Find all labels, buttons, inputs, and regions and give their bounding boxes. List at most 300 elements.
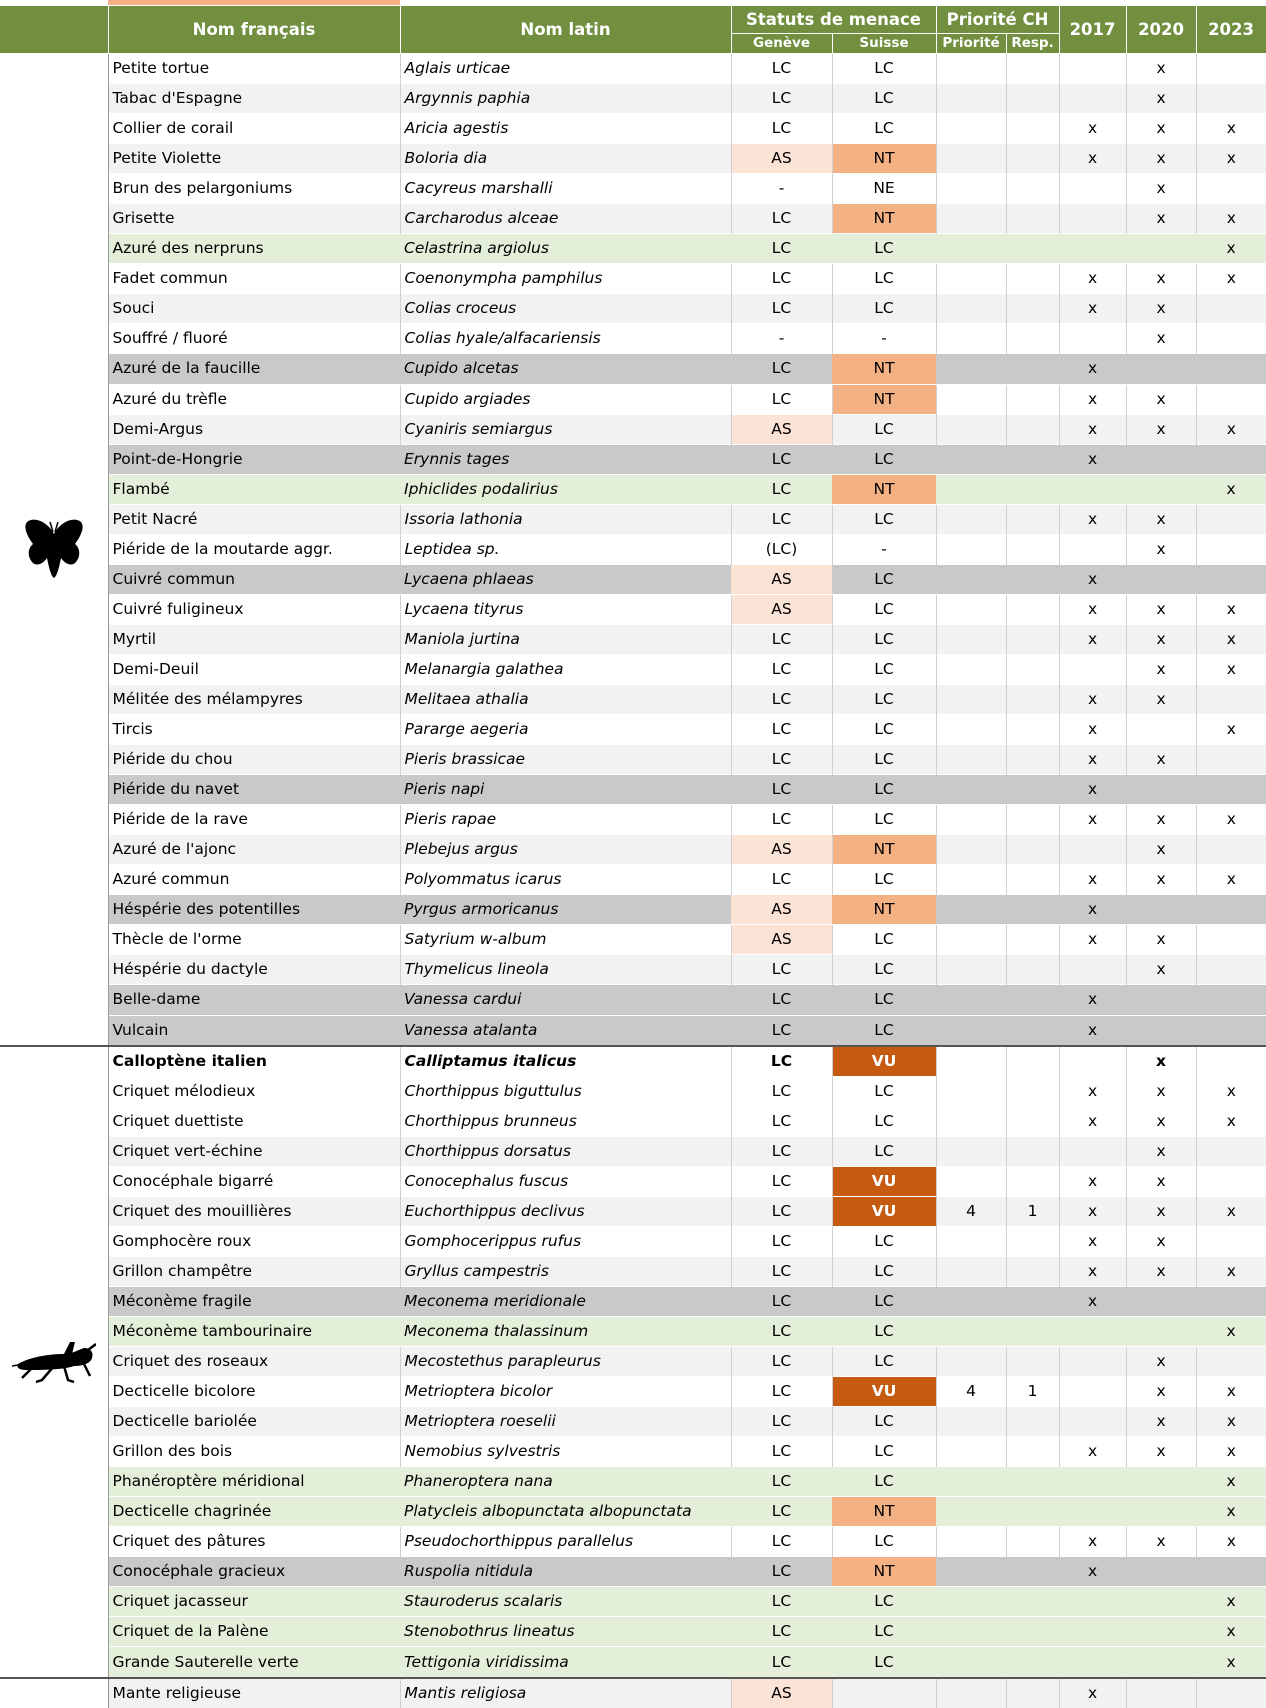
responsibility-ch bbox=[1006, 745, 1059, 775]
responsibility-ch bbox=[1006, 144, 1059, 174]
priority-ch bbox=[936, 1256, 1006, 1286]
status-geneva: LC bbox=[731, 1407, 832, 1437]
obs-2017: x bbox=[1059, 294, 1126, 324]
table-row bbox=[0, 1136, 1266, 1166]
french-name: Azuré des nerpruns bbox=[108, 234, 400, 264]
obs-2020 bbox=[1126, 1617, 1196, 1647]
table-row bbox=[0, 444, 1266, 474]
species-table bbox=[0, 5, 1266, 1708]
obs-2020: x bbox=[1126, 1166, 1196, 1196]
responsibility-ch bbox=[1006, 1256, 1059, 1286]
obs-2023: x bbox=[1196, 144, 1266, 174]
priority-ch bbox=[936, 1046, 1006, 1077]
status-geneva: AS bbox=[731, 835, 832, 865]
obs-2023: x bbox=[1196, 204, 1266, 234]
status-switzerland: LC bbox=[832, 1437, 936, 1467]
french-name: Héspérie du dactyle bbox=[108, 955, 400, 985]
latin-name: Cyaniris semiargus bbox=[400, 414, 731, 444]
responsibility-ch bbox=[1006, 1497, 1059, 1527]
status-geneva: AS bbox=[731, 895, 832, 925]
status-geneva: LC bbox=[731, 1647, 832, 1678]
latin-name: Metrioptera bicolor bbox=[400, 1377, 731, 1407]
table-row bbox=[0, 594, 1266, 624]
obs-2020 bbox=[1126, 1467, 1196, 1497]
obs-2023: x bbox=[1196, 1106, 1266, 1136]
latin-name: Pieris napi bbox=[400, 775, 731, 805]
status-geneva: AS bbox=[731, 564, 832, 594]
priority-ch bbox=[936, 715, 1006, 745]
french-name: Cuivré fuligineux bbox=[108, 594, 400, 624]
table-row bbox=[0, 1316, 1266, 1346]
table-row bbox=[0, 715, 1266, 745]
obs-2020: x bbox=[1126, 324, 1196, 354]
latin-name: Aricia agestis bbox=[400, 114, 731, 144]
obs-2020: x bbox=[1126, 1377, 1196, 1407]
status-switzerland: NT bbox=[832, 204, 936, 234]
french-name: Azuré de l'ajonc bbox=[108, 835, 400, 865]
status-switzerland: LC bbox=[832, 84, 936, 114]
table-row bbox=[0, 384, 1266, 414]
priority-ch bbox=[936, 174, 1006, 204]
obs-2020: x bbox=[1126, 835, 1196, 865]
priority-ch bbox=[936, 955, 1006, 985]
table-row bbox=[0, 895, 1266, 925]
status-switzerland: LC bbox=[832, 1617, 936, 1647]
obs-2017 bbox=[1059, 474, 1126, 504]
obs-2020: x bbox=[1126, 925, 1196, 955]
responsibility-ch bbox=[1006, 414, 1059, 444]
table-row bbox=[0, 174, 1266, 204]
responsibility-ch bbox=[1006, 294, 1059, 324]
french-name: Mante religieuse bbox=[108, 1678, 400, 1708]
french-name: Vulcain bbox=[108, 1015, 400, 1046]
latin-name: Ruspolia nitidula bbox=[400, 1557, 731, 1587]
obs-2017: x bbox=[1059, 985, 1126, 1015]
obs-2017 bbox=[1059, 204, 1126, 234]
table-row bbox=[0, 1196, 1266, 1226]
obs-2020: x bbox=[1126, 144, 1196, 174]
obs-2017: x bbox=[1059, 1106, 1126, 1136]
responsibility-ch bbox=[1006, 474, 1059, 504]
latin-name: Maniola jurtina bbox=[400, 624, 731, 654]
table-row bbox=[0, 925, 1266, 955]
obs-2017 bbox=[1059, 1647, 1126, 1678]
french-name: Petite Violette bbox=[108, 144, 400, 174]
status-switzerland: LC bbox=[832, 805, 936, 835]
table-row bbox=[0, 1467, 1266, 1497]
obs-2017: x bbox=[1059, 354, 1126, 384]
responsibility-ch bbox=[1006, 324, 1059, 354]
obs-2020: x bbox=[1126, 1076, 1196, 1106]
status-switzerland: LC bbox=[832, 594, 936, 624]
status-geneva: LC bbox=[731, 54, 832, 84]
obs-2023 bbox=[1196, 775, 1266, 805]
latin-name: Meconema thalassinum bbox=[400, 1316, 731, 1346]
obs-2017 bbox=[1059, 1316, 1126, 1346]
french-name: Conocéphale gracieux bbox=[108, 1557, 400, 1587]
obs-2020: x bbox=[1126, 1226, 1196, 1256]
obs-2020: x bbox=[1126, 1136, 1196, 1166]
responsibility-ch bbox=[1006, 1286, 1059, 1316]
responsibility-ch bbox=[1006, 264, 1059, 294]
responsibility-ch bbox=[1006, 1226, 1059, 1256]
header-threat-status: Statuts de menace bbox=[731, 6, 936, 34]
french-name: Fadet commun bbox=[108, 264, 400, 294]
header-switzerland: Suisse bbox=[832, 34, 936, 54]
table-row bbox=[0, 1226, 1266, 1256]
header-year-2020: 2020 bbox=[1126, 6, 1196, 54]
header-priority-ch: Priorité CH bbox=[936, 6, 1059, 34]
table-row bbox=[0, 234, 1266, 264]
priority-ch bbox=[936, 504, 1006, 534]
priority-ch bbox=[936, 925, 1006, 955]
obs-2020 bbox=[1126, 775, 1196, 805]
status-switzerland: VU bbox=[832, 1046, 936, 1077]
obs-2023 bbox=[1196, 835, 1266, 865]
latin-name: Lycaena phlaeas bbox=[400, 564, 731, 594]
obs-2023: x bbox=[1196, 594, 1266, 624]
french-name: Criquet mélodieux bbox=[108, 1076, 400, 1106]
responsibility-ch bbox=[1006, 1347, 1059, 1377]
french-name: Gomphocère roux bbox=[108, 1226, 400, 1256]
status-switzerland: LC bbox=[832, 564, 936, 594]
status-switzerland: LC bbox=[832, 504, 936, 534]
latin-name: Stauroderus scalaris bbox=[400, 1587, 731, 1617]
obs-2023: x bbox=[1196, 624, 1266, 654]
status-switzerland: LC bbox=[832, 1136, 936, 1166]
obs-2020: x bbox=[1126, 1527, 1196, 1557]
obs-2020: x bbox=[1126, 1256, 1196, 1286]
table-row bbox=[0, 474, 1266, 504]
group-icon-cell bbox=[0, 1678, 108, 1708]
responsibility-ch bbox=[1006, 1678, 1059, 1708]
responsibility-ch bbox=[1006, 775, 1059, 805]
status-geneva: LC bbox=[731, 775, 832, 805]
french-name: Azuré commun bbox=[108, 865, 400, 895]
obs-2020: x bbox=[1126, 294, 1196, 324]
obs-2020 bbox=[1126, 1497, 1196, 1527]
french-name: Demi-Deuil bbox=[108, 654, 400, 684]
obs-2017 bbox=[1059, 54, 1126, 84]
french-name: Grillon champêtre bbox=[108, 1256, 400, 1286]
obs-2020: x bbox=[1126, 745, 1196, 775]
priority-ch bbox=[936, 1076, 1006, 1106]
status-switzerland: LC bbox=[832, 1226, 936, 1256]
latin-name: Melitaea athalia bbox=[400, 684, 731, 714]
header-priority: Priorité bbox=[936, 34, 1006, 54]
priority-ch bbox=[936, 654, 1006, 684]
responsibility-ch bbox=[1006, 444, 1059, 474]
status-switzerland: NE bbox=[832, 174, 936, 204]
status-geneva: LC bbox=[731, 715, 832, 745]
obs-2017 bbox=[1059, 1046, 1126, 1077]
status-geneva: LC bbox=[731, 1527, 832, 1557]
status-switzerland: LC bbox=[832, 114, 936, 144]
status-geneva: LC bbox=[731, 624, 832, 654]
french-name: Criquet des mouillières bbox=[108, 1196, 400, 1226]
obs-2023 bbox=[1196, 1286, 1266, 1316]
status-switzerland: LC bbox=[832, 294, 936, 324]
priority-ch bbox=[936, 1647, 1006, 1678]
obs-2017: x bbox=[1059, 1226, 1126, 1256]
status-switzerland: LC bbox=[832, 745, 936, 775]
header-icon-column bbox=[0, 6, 108, 54]
priority-ch bbox=[936, 384, 1006, 414]
latin-name: Melanargia galathea bbox=[400, 654, 731, 684]
status-geneva: LC bbox=[731, 1136, 832, 1166]
status-switzerland: LC bbox=[832, 1407, 936, 1437]
table-row bbox=[0, 144, 1266, 174]
status-geneva: LC bbox=[731, 234, 832, 264]
responsibility-ch bbox=[1006, 84, 1059, 114]
status-switzerland: NT bbox=[832, 384, 936, 414]
french-name: Grillon des bois bbox=[108, 1437, 400, 1467]
status-switzerland: LC bbox=[832, 1286, 936, 1316]
group-icon-cell bbox=[0, 1046, 108, 1678]
obs-2017: x bbox=[1059, 715, 1126, 745]
french-name: Criquet vert-échine bbox=[108, 1136, 400, 1166]
table-row bbox=[0, 564, 1266, 594]
obs-2020: x bbox=[1126, 114, 1196, 144]
group-icon-cell bbox=[0, 54, 108, 1046]
obs-2017: x bbox=[1059, 1527, 1126, 1557]
obs-2017 bbox=[1059, 1497, 1126, 1527]
table-row bbox=[0, 775, 1266, 805]
obs-2017: x bbox=[1059, 895, 1126, 925]
obs-2023 bbox=[1196, 84, 1266, 114]
obs-2023 bbox=[1196, 444, 1266, 474]
status-geneva: LC bbox=[731, 1316, 832, 1346]
responsibility-ch bbox=[1006, 1046, 1059, 1077]
status-geneva: AS bbox=[731, 144, 832, 174]
responsibility-ch bbox=[1006, 925, 1059, 955]
obs-2017: x bbox=[1059, 775, 1126, 805]
status-geneva: LC bbox=[731, 1076, 832, 1106]
status-switzerland: LC bbox=[832, 1015, 936, 1046]
status-geneva: LC bbox=[731, 384, 832, 414]
french-name: Tabac d'Espagne bbox=[108, 84, 400, 114]
status-switzerland: NT bbox=[832, 835, 936, 865]
status-geneva: LC bbox=[731, 1557, 832, 1587]
priority-ch bbox=[936, 204, 1006, 234]
obs-2020 bbox=[1126, 1286, 1196, 1316]
table-row bbox=[0, 1437, 1266, 1467]
french-name: Piéride du chou bbox=[108, 745, 400, 775]
obs-2020 bbox=[1126, 1015, 1196, 1046]
obs-2017 bbox=[1059, 654, 1126, 684]
obs-2020 bbox=[1126, 1587, 1196, 1617]
status-switzerland bbox=[832, 1678, 936, 1708]
latin-name: Argynnis paphia bbox=[400, 84, 731, 114]
status-switzerland: - bbox=[832, 534, 936, 564]
latin-name: Polyommatus icarus bbox=[400, 865, 731, 895]
obs-2023: x bbox=[1196, 865, 1266, 895]
status-switzerland: NT bbox=[832, 144, 936, 174]
french-name: Souffré / fluoré bbox=[108, 324, 400, 354]
status-switzerland: LC bbox=[832, 1316, 936, 1346]
table-row bbox=[0, 504, 1266, 534]
status-switzerland: LC bbox=[832, 715, 936, 745]
responsibility-ch bbox=[1006, 1557, 1059, 1587]
obs-2023 bbox=[1196, 54, 1266, 84]
status-geneva: LC bbox=[731, 1377, 832, 1407]
obs-2017 bbox=[1059, 234, 1126, 264]
obs-2017: x bbox=[1059, 1557, 1126, 1587]
responsibility-ch bbox=[1006, 805, 1059, 835]
table-row bbox=[0, 1076, 1266, 1106]
table-row bbox=[0, 1015, 1266, 1046]
french-name: Point-de-Hongrie bbox=[108, 444, 400, 474]
status-switzerland: LC bbox=[832, 1527, 936, 1557]
latin-name: Erynnis tages bbox=[400, 444, 731, 474]
latin-name: Pararge aegeria bbox=[400, 715, 731, 745]
obs-2017: x bbox=[1059, 624, 1126, 654]
obs-2023 bbox=[1196, 955, 1266, 985]
status-switzerland: LC bbox=[832, 775, 936, 805]
responsibility-ch bbox=[1006, 204, 1059, 234]
priority-ch bbox=[936, 1316, 1006, 1346]
status-switzerland: LC bbox=[832, 985, 936, 1015]
obs-2023 bbox=[1196, 1678, 1266, 1708]
responsibility-ch bbox=[1006, 1617, 1059, 1647]
obs-2023 bbox=[1196, 1046, 1266, 1077]
status-switzerland: LC bbox=[832, 1587, 936, 1617]
latin-name: Chorthippus brunneus bbox=[400, 1106, 731, 1136]
table-row bbox=[0, 114, 1266, 144]
obs-2017: x bbox=[1059, 444, 1126, 474]
priority-ch bbox=[936, 1557, 1006, 1587]
obs-2023: x bbox=[1196, 114, 1266, 144]
obs-2020: x bbox=[1126, 1347, 1196, 1377]
priority-ch bbox=[936, 1617, 1006, 1647]
status-geneva: LC bbox=[731, 264, 832, 294]
status-switzerland: LC bbox=[832, 1467, 936, 1497]
french-name: Criquet des pâtures bbox=[108, 1527, 400, 1557]
latin-name: Nemobius sylvestris bbox=[400, 1437, 731, 1467]
obs-2023: x bbox=[1196, 1076, 1266, 1106]
status-switzerland: LC bbox=[832, 54, 936, 84]
french-name: Myrtil bbox=[108, 624, 400, 654]
obs-2023 bbox=[1196, 564, 1266, 594]
french-name: Criquet de la Palène bbox=[108, 1617, 400, 1647]
obs-2017 bbox=[1059, 1347, 1126, 1377]
obs-2023: x bbox=[1196, 1377, 1266, 1407]
obs-2023 bbox=[1196, 324, 1266, 354]
responsibility-ch bbox=[1006, 354, 1059, 384]
obs-2023 bbox=[1196, 354, 1266, 384]
latin-name: Plebejus argus bbox=[400, 835, 731, 865]
obs-2020: x bbox=[1126, 1407, 1196, 1437]
obs-2020: x bbox=[1126, 414, 1196, 444]
latin-name: Chorthippus biguttulus bbox=[400, 1076, 731, 1106]
obs-2023: x bbox=[1196, 715, 1266, 745]
obs-2017 bbox=[1059, 955, 1126, 985]
status-switzerland: VU bbox=[832, 1196, 936, 1226]
obs-2017 bbox=[1059, 534, 1126, 564]
obs-2017: x bbox=[1059, 925, 1126, 955]
status-geneva: LC bbox=[731, 354, 832, 384]
status-geneva: LC bbox=[731, 474, 832, 504]
obs-2020: x bbox=[1126, 174, 1196, 204]
obs-2023 bbox=[1196, 1557, 1266, 1587]
priority-ch bbox=[936, 1226, 1006, 1256]
priority-ch bbox=[936, 624, 1006, 654]
french-name: Cuivré commun bbox=[108, 564, 400, 594]
obs-2020: x bbox=[1126, 204, 1196, 234]
priority-ch bbox=[936, 745, 1006, 775]
latin-name: Cupido alcetas bbox=[400, 354, 731, 384]
status-geneva: LC bbox=[731, 294, 832, 324]
priority-ch bbox=[936, 985, 1006, 1015]
responsibility-ch bbox=[1006, 1106, 1059, 1136]
obs-2020: x bbox=[1126, 1196, 1196, 1226]
french-name: Piéride de la moutarde aggr. bbox=[108, 534, 400, 564]
table-row bbox=[0, 955, 1266, 985]
latin-name: Lycaena tityrus bbox=[400, 594, 731, 624]
status-geneva: LC bbox=[731, 1106, 832, 1136]
obs-2017: x bbox=[1059, 745, 1126, 775]
status-switzerland: - bbox=[832, 324, 936, 354]
french-name: Azuré de la faucille bbox=[108, 354, 400, 384]
obs-2017: x bbox=[1059, 684, 1126, 714]
obs-2023: x bbox=[1196, 1196, 1266, 1226]
status-geneva: LC bbox=[731, 114, 832, 144]
obs-2017: x bbox=[1059, 1256, 1126, 1286]
butterfly-icon bbox=[24, 518, 84, 580]
obs-2020 bbox=[1126, 444, 1196, 474]
french-name: Calloptène italien bbox=[108, 1046, 400, 1077]
priority-ch bbox=[936, 1407, 1006, 1437]
latin-name: Stenobothrus lineatus bbox=[400, 1617, 731, 1647]
french-name: Méconème fragile bbox=[108, 1286, 400, 1316]
status-switzerland: LC bbox=[832, 955, 936, 985]
french-name: Thècle de l'orme bbox=[108, 925, 400, 955]
latin-name: Thymelicus lineola bbox=[400, 955, 731, 985]
priority-ch bbox=[936, 114, 1006, 144]
latin-name: Boloria dia bbox=[400, 144, 731, 174]
obs-2017 bbox=[1059, 1407, 1126, 1437]
responsibility-ch bbox=[1006, 114, 1059, 144]
obs-2020 bbox=[1126, 354, 1196, 384]
obs-2017: x bbox=[1059, 594, 1126, 624]
status-geneva: LC bbox=[731, 1437, 832, 1467]
status-geneva: - bbox=[731, 174, 832, 204]
status-geneva: LC bbox=[731, 204, 832, 234]
status-geneva: LC bbox=[731, 84, 832, 114]
table-row bbox=[0, 1377, 1266, 1407]
obs-2020: x bbox=[1126, 805, 1196, 835]
responsibility-ch bbox=[1006, 715, 1059, 745]
table-row bbox=[0, 1106, 1266, 1136]
obs-2020: x bbox=[1126, 654, 1196, 684]
latin-name: Chorthippus dorsatus bbox=[400, 1136, 731, 1166]
table-row bbox=[0, 1286, 1266, 1316]
table-row bbox=[0, 1647, 1266, 1678]
obs-2017: x bbox=[1059, 1678, 1126, 1708]
status-geneva: LC bbox=[731, 1286, 832, 1316]
status-geneva: LC bbox=[731, 1497, 832, 1527]
latin-name: Calliptamus italicus bbox=[400, 1046, 731, 1077]
priority-ch bbox=[936, 775, 1006, 805]
french-name: Mélitée des mélampyres bbox=[108, 684, 400, 714]
french-name: Belle-dame bbox=[108, 985, 400, 1015]
status-geneva: LC bbox=[731, 865, 832, 895]
table-row bbox=[0, 354, 1266, 384]
status-switzerland: NT bbox=[832, 1497, 936, 1527]
table-row bbox=[0, 1678, 1266, 1708]
latin-name: Pieris rapae bbox=[400, 805, 731, 835]
latin-name: Pyrgus armoricanus bbox=[400, 895, 731, 925]
